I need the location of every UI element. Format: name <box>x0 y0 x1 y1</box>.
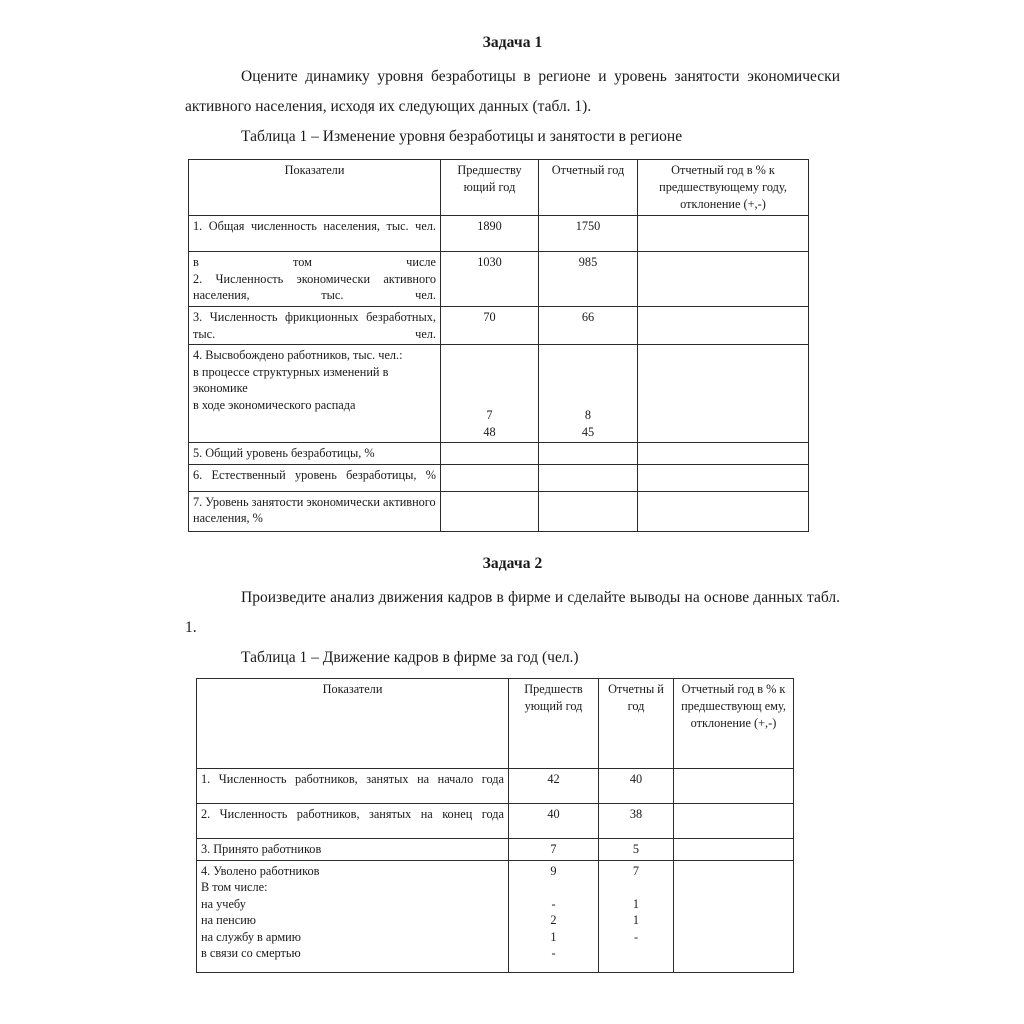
table1-row1-label: 1. Общая численность населения, тыс. чел. <box>189 216 441 252</box>
table1-row2-prev: 1030 <box>441 252 539 307</box>
table1-row6-cur <box>539 464 638 491</box>
table-row <box>189 252 809 307</box>
table-row <box>189 345 809 443</box>
table-row <box>197 769 794 804</box>
table1-row7-prev <box>441 491 539 531</box>
table2-row3-prev: 7 <box>509 839 599 861</box>
table-row <box>189 464 809 491</box>
table1-row1-pct <box>638 216 809 252</box>
table1-row6-label: 6. Естественный уровень безработицы, % <box>189 464 441 491</box>
table-row <box>197 839 794 861</box>
table2-header-prev-year: Предшеств ующий год <box>509 679 599 769</box>
table2-row2-pct <box>674 804 794 839</box>
table1-row4-label: 4. Высвобождено работников, тыс. чел.: в процессе структурных изменений в экономике в ходе экономического распада <box>189 345 441 443</box>
table1-row6-prev <box>441 464 539 491</box>
table-header-row <box>189 160 809 216</box>
table1-row2-cur: 985 <box>539 252 638 307</box>
task1-table-caption: Таблица 1 – Изменение уровня безработицы и занятости в регионе <box>241 128 683 145</box>
table1-row5-label: 5. Общий уровень безработицы, % <box>189 443 441 465</box>
table1-row3-cur: 66 <box>539 307 638 345</box>
table2-row1-prev: 42 <box>509 769 599 804</box>
table1-row3-prev: 70 <box>441 307 539 345</box>
task1-statement: Оцените динамику уровня безработицы в регионе и уровень занятости экономически активного населения, исходя их следующих данных (табл. 1). <box>185 68 840 115</box>
table2-row4-cur: 7 1 1 - <box>599 860 674 972</box>
task1-table <box>188 159 809 532</box>
table-header-row <box>197 679 794 769</box>
table2-row4-pct <box>674 860 794 972</box>
table-row <box>197 860 794 972</box>
table1-row7-label: 7. Уровень занятости экономически активного населения, % <box>189 491 441 531</box>
table2-header-indicators: Показатели <box>197 679 509 769</box>
table1-row7-pct <box>638 491 809 531</box>
task1-title: Задача 1 <box>482 34 543 51</box>
table2-header-percent: Отчетный год в % к предшествующ ему, отклонение (+,-) <box>674 679 794 769</box>
table1-row5-pct <box>638 443 809 465</box>
table1-row2-pct <box>638 252 809 307</box>
task2-statement: Произведите анализ движения кадров в фирме и сделайте выводы на основе данных табл. 1. <box>185 589 840 636</box>
table1-row5-cur <box>539 443 638 465</box>
table1-row4-cur: 8 45 <box>539 345 638 443</box>
table1-row6-pct <box>638 464 809 491</box>
table2-header-current-year: Отчетны й год <box>599 679 674 769</box>
table2-row2-prev: 40 <box>509 804 599 839</box>
table2-row3-cur: 5 <box>599 839 674 861</box>
table2-row4-label: 4. Уволено работников В том числе: на учебу на пенсию на службу в армию в связи со смертью <box>197 860 509 972</box>
table1-row1-cur: 1750 <box>539 216 638 252</box>
task2-title: Задача 2 <box>482 555 543 572</box>
table1-row5-prev <box>441 443 539 465</box>
table-row <box>189 443 809 465</box>
table2-row1-pct <box>674 769 794 804</box>
table1-row4-prev: 7 48 <box>441 345 539 443</box>
table2-row4-prev: 9 - 2 1 - <box>509 860 599 972</box>
table-row <box>197 804 794 839</box>
table1-row3-pct <box>638 307 809 345</box>
table1-row7-cur <box>539 491 638 531</box>
table2-row2-cur: 38 <box>599 804 674 839</box>
table-row <box>189 307 809 345</box>
table1-row1-prev: 1890 <box>441 216 539 252</box>
table-row <box>189 216 809 252</box>
task2-table-caption: Таблица 1 – Движение кадров в фирме за год (чел.) <box>241 649 579 666</box>
table2-row1-cur: 40 <box>599 769 674 804</box>
table1-row2-label: в том числе 2. Численность экономически активного населения, тыс. чел. <box>189 252 441 307</box>
table2-row2-label: 2. Численность работников, занятых на конец года <box>197 804 509 839</box>
table1-row4-pct <box>638 345 809 443</box>
table2-row1-label: 1. Численность работников, занятых на начало года <box>197 769 509 804</box>
table1-header-current-year: Отчетный год <box>539 160 638 216</box>
table1-header-indicators: Показатели <box>189 160 441 216</box>
table1-row3-label: 3. Численность фрикционных безработных, тыс. чел. <box>189 307 441 345</box>
task2-table <box>196 678 794 973</box>
table1-header-percent: Отчетный год в % к предшествующему году, отклонение (+,-) <box>638 160 809 216</box>
table2-row3-pct <box>674 839 794 861</box>
table2-row3-label: 3. Принято работников <box>197 839 509 861</box>
table1-header-prev-year: Предшеству ющий год <box>441 160 539 216</box>
table-row <box>189 491 809 531</box>
